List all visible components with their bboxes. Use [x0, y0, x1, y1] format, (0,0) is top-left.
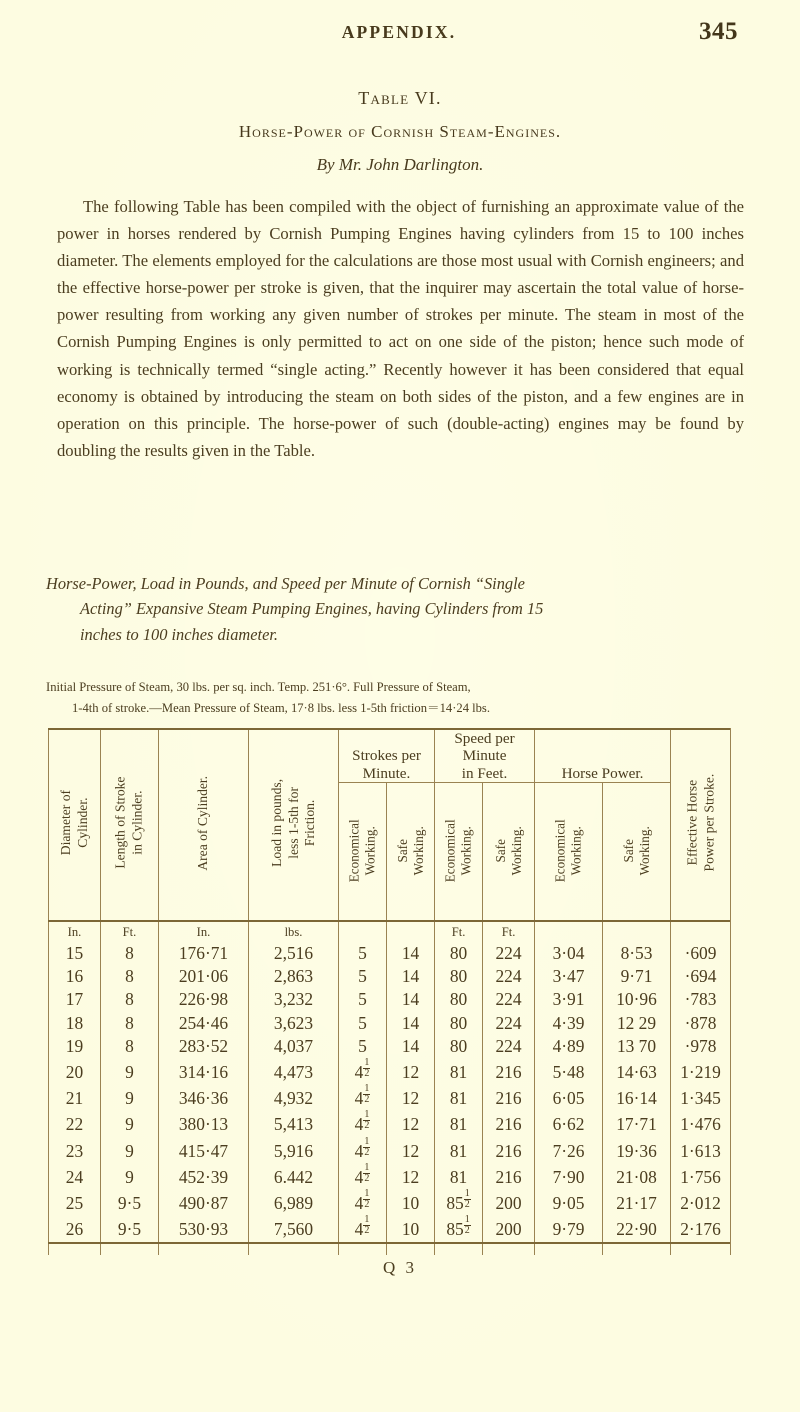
table-cell: 1·756 [671, 1163, 731, 1189]
table-cell: 5 [339, 1035, 387, 1058]
pressure-note [46, 677, 756, 718]
col-head-speed-safe [483, 783, 535, 920]
pressure-note-line-2: 1-4th of stroke.—Mean Pressure of Steam, 17·8 lbs. less 1-5th friction＝14·24 lbs. [72, 700, 490, 715]
table-cell: 17·71 [603, 1110, 671, 1136]
table-cell: 85 $\frac{1}{2}$ [435, 1215, 483, 1241]
table-cell: 80 [435, 965, 483, 988]
table-cell: 3,232 [249, 988, 339, 1011]
col-head-strokes-safe [387, 783, 435, 920]
table-cell: 5 [339, 942, 387, 965]
table-unit-cell: In. [159, 920, 249, 942]
table-cell: 8 [101, 942, 159, 965]
table-cell: 216 [483, 1163, 535, 1189]
table-cell: 4 $\frac{1}{2}$ [339, 1163, 387, 1189]
table-row [49, 1012, 731, 1035]
table-cell: 4·39 [535, 1012, 603, 1035]
table-cell: 452·39 [159, 1163, 249, 1189]
pressure-note-line-1: Initial Pressure of Steam, 30 lbs. per sq. inch. Temp. 251·6°. Full Pressure of Steam, [46, 680, 471, 694]
table-cell: 20 [49, 1058, 101, 1084]
table-cell: 2·012 [671, 1189, 731, 1215]
table-unit-row [49, 920, 731, 942]
table-body [49, 920, 731, 1255]
table-cell: 12 [387, 1058, 435, 1084]
table-cell: 8 [101, 988, 159, 1011]
table-cell: 224 [483, 1035, 535, 1058]
table-cell: 7·90 [535, 1163, 603, 1189]
table-cell: 14 [387, 942, 435, 965]
table-unit-cell: In. [49, 920, 101, 942]
table-cell: 12 [387, 1110, 435, 1136]
table-cell: 9 [101, 1137, 159, 1163]
table-row [49, 942, 731, 965]
fraction-one-half: $\frac{1}{2}$ [364, 1057, 370, 1080]
table-row [49, 1035, 731, 1058]
table-cell: 8 [101, 965, 159, 988]
table-row [49, 965, 731, 988]
table-cell: 216 [483, 1110, 535, 1136]
table-cell: 14 [387, 988, 435, 1011]
table-cell: 4 $\frac{1}{2}$ [339, 1189, 387, 1215]
table-row [49, 988, 731, 1011]
table-cell: 314·16 [159, 1058, 249, 1084]
table-cell: 12 [387, 1084, 435, 1110]
table-cell: 22 [49, 1110, 101, 1136]
caption-line-3: inches to 100 inches diameter. [80, 624, 279, 644]
horse-power-table [48, 728, 731, 1255]
table-cell: 3·04 [535, 942, 603, 965]
table-cell: 3·91 [535, 988, 603, 1011]
table-row [49, 1163, 731, 1189]
table-cell: 4,932 [249, 1084, 339, 1110]
table-cell: 9·71 [603, 965, 671, 988]
table-label: Table VI. [358, 88, 442, 108]
group-head-horse-power: Horse Power. [535, 728, 671, 783]
table-cell: 22·90 [603, 1215, 671, 1241]
table-cell: 415·47 [159, 1137, 249, 1163]
col-head-area-label: Area of Cylinder. [195, 775, 211, 871]
table-row [49, 1084, 731, 1110]
table-row [49, 1137, 731, 1163]
table-cell: 7,560 [249, 1215, 339, 1241]
table-cell: 490·87 [159, 1189, 249, 1215]
table-cell: 81 [435, 1163, 483, 1189]
table-cell: 4 $\frac{1}{2}$ [339, 1110, 387, 1136]
fraction-one-half: $\frac{1}{2}$ [364, 1161, 370, 1184]
table-group-header-row [49, 728, 731, 783]
fraction-one-half: $\frac{1}{2}$ [364, 1109, 370, 1132]
group-head-strokes-per-minute: Strokes per Minute. [339, 728, 435, 783]
table-cell: 21·08 [603, 1163, 671, 1189]
col-head-speed-safe-label: Safe Working. [492, 826, 524, 876]
body-paragraph: The following Table has been compiled with the object of furnishing an approximate value of the power in horses rendered by Cornish Pumping Engines having cylinders from 15 to 100 inches diameter. The elements employed for the calculations are those most usual with Cornish engineers; and the effective horse-power per stroke is given, that the inquirer may ascertain the total value of horse-power resulting from working any given number of strokes per minute. The steam in most of the Cornish Pumping Engines is only permitted to act on one side of the piston; hence such mode of working is technically termed “single acting.” Recently however it has been considered that equal economy is obtained by introducing the steam on both sides of the piston, and a few engines are in operation on this principle. The horse-power of such (double-acting) engines may be found by doubling the results given in the Table. [57, 197, 744, 460]
table-cell: 9·5 [101, 1215, 159, 1241]
table-cell: 254·46 [159, 1012, 249, 1035]
caption-line-1: Horse-Power, Load in Pounds, and Speed per Minute of Cornish “Single [46, 574, 525, 593]
table-cell: 14·63 [603, 1058, 671, 1084]
col-head-hp-economical [535, 783, 603, 920]
table-cell: 530·93 [159, 1215, 249, 1241]
col-head-effective-hp-label: Effective Horse Power per Stroke. [683, 774, 716, 872]
table-cell: 3,623 [249, 1012, 339, 1035]
table-unit-cell [671, 920, 731, 942]
table-cell: 1·219 [671, 1058, 731, 1084]
table-cell: 9·5 [101, 1189, 159, 1215]
table-cell: 81 [435, 1058, 483, 1084]
table-unit-cell: lbs. [249, 920, 339, 942]
byline: By Mr. John Darlington. [316, 155, 484, 174]
col-head-stroke-length [101, 728, 159, 920]
table-cell: ·878 [671, 1012, 731, 1035]
table-cell: 21·17 [603, 1189, 671, 1215]
table-bottom-rule [48, 1242, 730, 1244]
table-cell: 5·48 [535, 1058, 603, 1084]
table-cell: 9·79 [535, 1215, 603, 1241]
table-cell: 8 [101, 1012, 159, 1035]
table-cell: 12 [387, 1137, 435, 1163]
col-head-stroke-length-label: Length of Stroke in Cylinder. [112, 776, 145, 870]
table-cell: 10 [387, 1215, 435, 1241]
table-cell: 8 [101, 1035, 159, 1058]
table-cell: 19·36 [603, 1137, 671, 1163]
col-head-load [249, 728, 339, 920]
table-unit-cell [339, 920, 387, 942]
col-head-load-label: Load in pounds, less 1-5th for Friction. [268, 779, 317, 867]
table-heading: Horse-Power of Cornish Steam-Engines. [238, 122, 562, 141]
table-cell: 5,413 [249, 1110, 339, 1136]
col-head-hp-safe-label: Safe Working. [620, 826, 652, 876]
table-cell: 4 $\frac{1}{2}$ [339, 1137, 387, 1163]
col-head-strokes-economical [339, 783, 387, 920]
fraction-one-half: $\frac{1}{2}$ [364, 1135, 370, 1158]
table-cell: 5,916 [249, 1137, 339, 1163]
col-head-strokes-economical-label: Economical Working. [346, 819, 378, 883]
table-cell: 200 [483, 1215, 535, 1241]
table-cell: 2,516 [249, 942, 339, 965]
table-cell: 10 [387, 1189, 435, 1215]
fraction-one-half: $\frac{1}{2}$ [364, 1083, 370, 1106]
table-cell: ·694 [671, 965, 731, 988]
table-cell: 81 [435, 1110, 483, 1136]
table-cell: 200 [483, 1189, 535, 1215]
table-cell: 4,037 [249, 1035, 339, 1058]
table-cell: 224 [483, 988, 535, 1011]
table-cell: 2·176 [671, 1215, 731, 1241]
table-cell: 13 70 [603, 1035, 671, 1058]
table-cell: 25 [49, 1189, 101, 1215]
table-cell: 380·13 [159, 1110, 249, 1136]
caption-line-2: Acting” Expansive Steam Pumping Engines, having Cylinders from 15 [80, 599, 544, 619]
col-head-strokes-safe-label: Safe Working. [394, 826, 426, 876]
table-cell: ·978 [671, 1035, 731, 1058]
table-cell: 2,863 [249, 965, 339, 988]
table-cell: 8·53 [603, 942, 671, 965]
table-cell: 4·89 [535, 1035, 603, 1058]
table-cell: 9 [101, 1058, 159, 1084]
table-cell: 24 [49, 1163, 101, 1189]
table-row [49, 1058, 731, 1084]
table-cell: 4 $\frac{1}{2}$ [339, 1058, 387, 1084]
table-cell: 9 [101, 1163, 159, 1189]
table-row [49, 1110, 731, 1136]
table-cell: 12 [387, 1163, 435, 1189]
table-cell: 10·96 [603, 988, 671, 1011]
col-head-diameter-label: Diameter of Cylinder. [57, 790, 90, 856]
table-unit-cell [535, 920, 603, 942]
table-cell: 1·613 [671, 1137, 731, 1163]
table-cell: 18 [49, 1012, 101, 1035]
table-cell: 3·47 [535, 965, 603, 988]
col-head-area [159, 728, 249, 920]
table-cell: 4 $\frac{1}{2}$ [339, 1084, 387, 1110]
page-number: 345 [699, 18, 738, 45]
col-head-speed-economical [435, 783, 483, 920]
fraction-one-half: $\frac{1}{2}$ [364, 1188, 370, 1211]
table-cell: 80 [435, 942, 483, 965]
table-cell: 16 [49, 965, 101, 988]
table-header-rule [48, 920, 730, 922]
table-cell: 21 [49, 1084, 101, 1110]
table-cell: 283·52 [159, 1035, 249, 1058]
col-head-hp-economical-label: Economical Working. [552, 819, 584, 883]
table-cell: 346·36 [159, 1084, 249, 1110]
page-title: APPENDIX. [341, 22, 457, 42]
table-cell: 9·05 [535, 1189, 603, 1215]
table-cell: 9 [101, 1110, 159, 1136]
table-cell: 1·476 [671, 1110, 731, 1136]
table-cell: 9 [101, 1084, 159, 1110]
table-cell: 226·98 [159, 988, 249, 1011]
table-cell: 7·26 [535, 1137, 603, 1163]
body-paragraph-container [57, 193, 744, 464]
table-cell: 6·62 [535, 1110, 603, 1136]
table-unit-cell: Ft. [483, 920, 535, 942]
fraction-one-half: $\frac{1}{2}$ [464, 1188, 470, 1211]
table-cell: 4 $\frac{1}{2}$ [339, 1215, 387, 1241]
table-cell: 23 [49, 1137, 101, 1163]
running-head [60, 18, 738, 52]
table-caption [46, 571, 753, 647]
col-head-effective-hp [671, 728, 731, 920]
table-cell: 216 [483, 1137, 535, 1163]
table-cell: 80 [435, 1035, 483, 1058]
table-cell: 85 $\frac{1}{2}$ [435, 1189, 483, 1215]
table-cell: 176·71 [159, 942, 249, 965]
fraction-one-half: $\frac{1}{2}$ [364, 1214, 370, 1237]
table-cell: 19 [49, 1035, 101, 1058]
table-cell: 224 [483, 965, 535, 988]
table-cell: 14 [387, 1035, 435, 1058]
table-cell: 5 [339, 965, 387, 988]
table-cell: 17 [49, 988, 101, 1011]
table-cell: 216 [483, 1058, 535, 1084]
table-cell: 14 [387, 1012, 435, 1035]
table-cell: 26 [49, 1215, 101, 1241]
table-cell: 1·345 [671, 1084, 731, 1110]
table-cell: 80 [435, 988, 483, 1011]
table-cell: 216 [483, 1084, 535, 1110]
table-cell: 4,473 [249, 1058, 339, 1084]
table-cell: 6,989 [249, 1189, 339, 1215]
table-cell: 224 [483, 942, 535, 965]
table-cell: ·783 [671, 988, 731, 1011]
table-cell: ·609 [671, 942, 731, 965]
table-cell: 224 [483, 1012, 535, 1035]
table-cell: 81 [435, 1137, 483, 1163]
table-cell: 16·14 [603, 1084, 671, 1110]
data-table-wrapper [48, 728, 730, 1255]
signature-mark: Q 3 [382, 1258, 418, 1277]
table-row [49, 1189, 731, 1215]
table-cell: 5 [339, 1012, 387, 1035]
table-cell: 201·06 [159, 965, 249, 988]
table-head [49, 728, 731, 920]
table-cell: 14 [387, 965, 435, 988]
table-unit-cell [603, 920, 671, 942]
table-row [49, 1215, 731, 1241]
table-unit-cell: Ft. [435, 920, 483, 942]
col-head-diameter [49, 728, 101, 920]
col-head-speed-economical-label: Economical Working. [442, 819, 474, 883]
table-cell: 80 [435, 1012, 483, 1035]
table-cell: 12 29 [603, 1012, 671, 1035]
table-cell: 81 [435, 1084, 483, 1110]
col-head-hp-safe [603, 783, 671, 920]
table-cell: 15 [49, 942, 101, 965]
table-unit-cell [387, 920, 435, 942]
fraction-one-half: $\frac{1}{2}$ [464, 1214, 470, 1237]
group-head-speed-per-minute: Speed per Minute in Feet. [435, 728, 535, 783]
table-cell: 6.442 [249, 1163, 339, 1189]
table-cell: 5 [339, 988, 387, 1011]
table-unit-cell: Ft. [101, 920, 159, 942]
table-cell: 6·05 [535, 1084, 603, 1110]
